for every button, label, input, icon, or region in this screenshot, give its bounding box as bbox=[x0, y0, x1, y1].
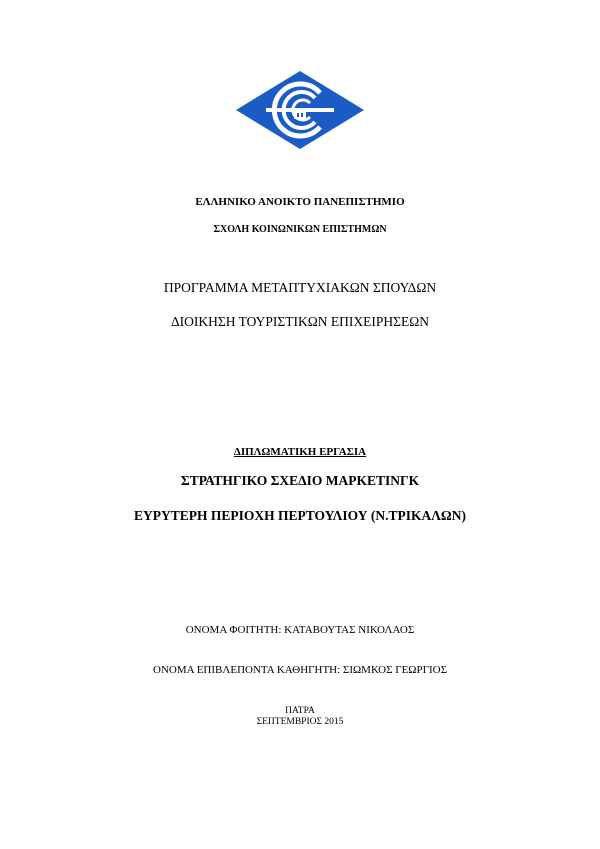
thesis-title: ΣΤΡΑΤΗΓΙΚΟ ΣΧΕΔΙΟ ΜΑΡΚΕΤΙΝΓΚ bbox=[180, 473, 420, 488]
thesis-subtitle: ΕΥΡΥΤΕΡΗ ΠΕΡΙΟΧΗ ΠΕΡΤΟΥΛΙΟΥ (Ν.ΤΡΙΚΑΛΩΝ) bbox=[134, 508, 466, 523]
school-name: ΣΧΟΛΗ ΚΟΙΝΩΝΙΚΩΝ ΕΠΙΣΤΗΜΩΝ bbox=[213, 224, 387, 235]
student-name: ΟΝΟΜΑ ΦΟΙΤΗΤΗ: ΚΑΤΑΒΟΥΤΑΣ ΝΙΚΟΛΑΟΣ bbox=[185, 624, 415, 636]
program-subtitle: ΔΙΟΙΚΗΣΗ ΤΟΥΡΙΣΤΙΚΩΝ ΕΠΙΧΕΙΡΗΣΕΩΝ bbox=[170, 314, 430, 329]
university-name: ΕΛΛΗΝΙΚΟ ΑΝΟΙΚΤΟ ΠΑΝΕΠΙΣΤΗΜΙΟ bbox=[195, 196, 405, 208]
date: ΣΕΠΤΕΜΒΡΙΟΣ 2015 bbox=[256, 717, 344, 727]
supervisor-name: ΟΝΟΜΑ ΕΠΙΒΛΕΠΟΝΤΑ ΚΑΘΗΓΗΤΗ: ΣΙΩΜΚΟΣ ΓΕΩΡΓΙΟΣ bbox=[153, 664, 447, 676]
university-logo-icon bbox=[236, 71, 364, 149]
program-title: ΠΡΟΓΡΑΜΜΑ ΜΕΤΑΠΤΥΧΙΑΚΩΝ ΣΠΟΥΔΩΝ bbox=[163, 280, 437, 295]
thesis-type: ΔΙΠΛΩΜΑΤΙΚΗ ΕΡΓΑΣΙΑ bbox=[233, 446, 367, 458]
city: ΠΑΤΡΑ bbox=[285, 706, 315, 716]
